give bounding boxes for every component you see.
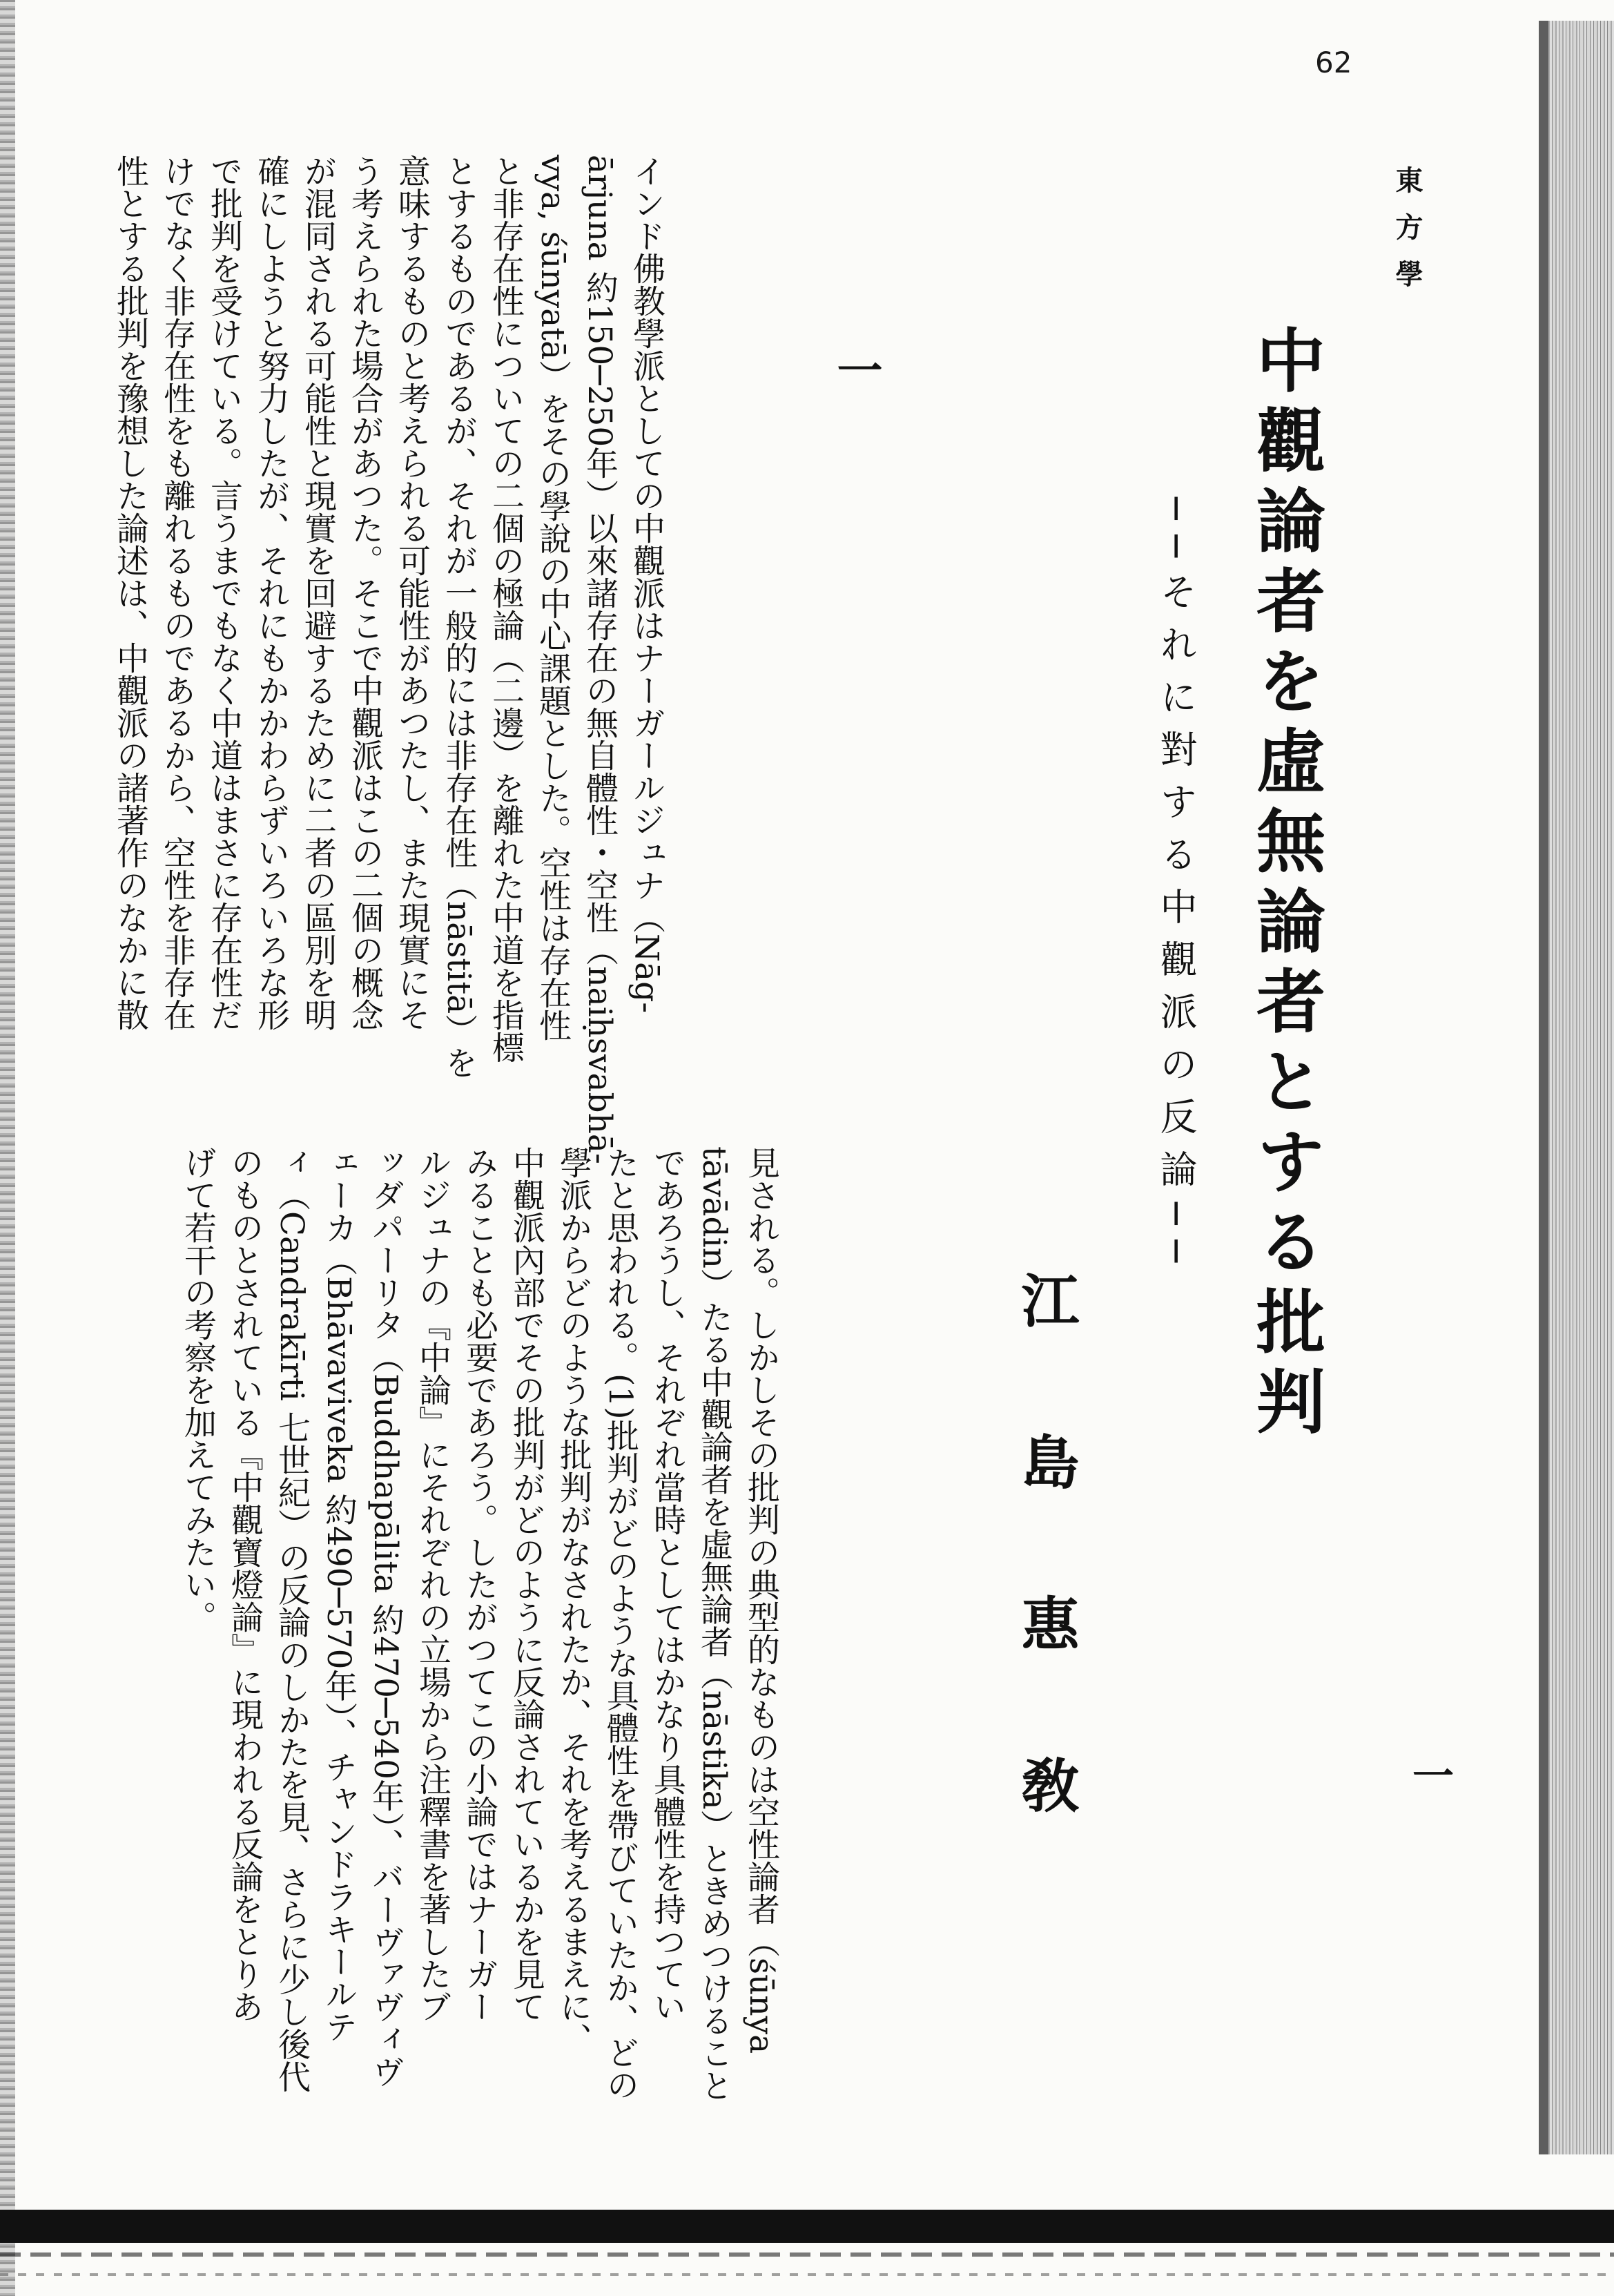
body-line: 性とする批判を豫想した論述は、中觀派の諸著作のなかに散 (111, 155, 149, 1031)
scan-edge-bottom-dots (0, 2273, 1614, 2276)
author-name: 江島惠敎 (1012, 1271, 1080, 1917)
scan-edge-bottom-dashes (0, 2252, 1614, 2257)
body-line: 確にしようと努力したが、それにもかかわらずいろいろな形 (252, 155, 290, 1031)
body-line: とするものであるが、それが一般的には非存在性（nāstitā）を (440, 155, 478, 1079)
body-line: が混同される可能性と現實を回避するために二者の區別を明 (299, 155, 337, 1031)
body-line: けでなく非存在性をも離れるものであるから、空性を非存在 (158, 155, 196, 1031)
body-line: 學派からどのような批判がなされたか、それを考えるまえに、 (554, 1146, 592, 2055)
scan-edge-right-shadow (1539, 21, 1548, 2154)
body-line: tāvādin）たる中觀論者を虛無論者（nāstika）ときめつけること (695, 1146, 733, 2102)
page-number: 62 (1315, 46, 1352, 79)
body-line: みることも必要であろう。したがつてこの小論ではナーガー (460, 1146, 498, 2023)
body-line: であろうし、それぞれ當時としてはかなり具體性を持つてい (648, 1146, 686, 2023)
body-line: と非存在性についての二個の極論（二邊）を離れた中道を指標 (487, 155, 525, 1063)
body-column-1 (106, 155, 670, 1164)
body-line: ィ（Candrakīrti 七世紀）の反論のしかたを見、さらに少し後代 (273, 1146, 311, 2093)
body-line: たと思われる。(1)批判がどのような具體性を帶びていたか、どの (601, 1146, 639, 2101)
scan-edge-left (0, 0, 15, 2296)
body-line: 見される。しかしその批判の典型的なものは空性論者（śūnya (742, 1146, 780, 2054)
scan-edge-right (1548, 21, 1614, 2154)
scan-edge-bottom (0, 2210, 1614, 2243)
body-line: ārjuna 約150─250年）以來諸存在の無自體性・空性（naiḥsvabhā- (581, 155, 619, 1164)
body-line: のものとされている『中觀寶燈論』に現われる反論をとりあ (226, 1146, 264, 2023)
body-line: インド佛教學派としての中觀派はナーガールジュナ（Nāg- (628, 155, 665, 1014)
body-line: で批判を受けている。言うまでもなく中道はまさに存在性だ (205, 155, 243, 1031)
body-column-2 (174, 1146, 784, 2102)
section-number-right: 一 (1406, 1754, 1454, 1795)
body-line: vya, śūnyatā）をその學說の中心課題とした。空性は存在性 (534, 155, 572, 1042)
section-number: 一 (829, 347, 883, 392)
body-line: ェーカ（Bhāvaviveka 約490─570年）、チャンドラキールテ (320, 1146, 358, 2043)
article-title: 中觀論者を虛無論者とする批判 (1245, 325, 1326, 1446)
journal-name: 東方學 (1391, 166, 1423, 307)
body-line: 中觀派內部でその批判がどのように反論されているかを見て (507, 1146, 545, 2023)
body-line: ルジュナの『中論』にそれぞれの立場から注釋書を著したブ (414, 1146, 451, 2023)
body-line: う考えられた場合があつた。そこで中觀派はこの二個の概念 (346, 155, 384, 1031)
body-line: げて若干の考察を加えてみたい。 (179, 1146, 217, 1633)
article-subtitle: ──それに對する中觀派の反論── (1154, 497, 1198, 1278)
body-line: 意味するものと考えられる可能性があつたし、また現實にそ (393, 155, 431, 1031)
body-line: ッダパーリタ（Buddhapālita 約470─540年）、バーヴァヴィヴ (367, 1146, 405, 2088)
